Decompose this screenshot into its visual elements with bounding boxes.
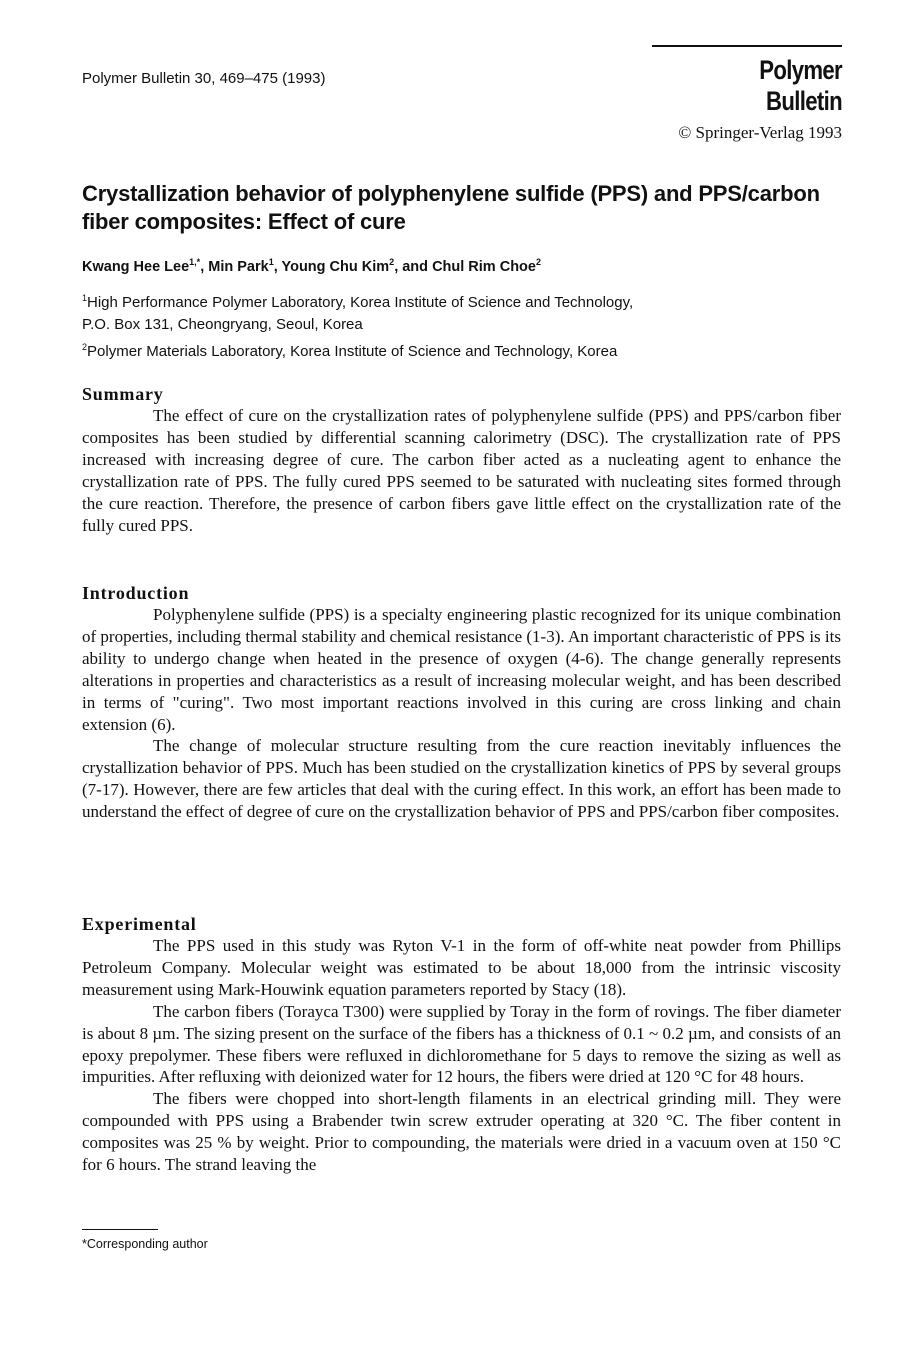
affiliation — [82, 287, 633, 314]
section-heading: Experimental — [82, 914, 197, 934]
article-title: Crystallization behavior of polyphenylene sulfide (PPS) and PPS/carbon fiber composites: Effect of cure — [82, 181, 820, 234]
publisher-copyright: © Springer-Verlag 1993 — [678, 123, 842, 142]
author-affiliation-mark: 2 — [389, 257, 395, 267]
affiliation-line: P.O. Box 131, Cheongryang, Seoul, Korea — [82, 316, 363, 333]
author-separator: , — [200, 258, 209, 275]
affiliation-line: Polymer Materials Laboratory, Korea Institute of Science and Technology, Korea — [87, 343, 618, 360]
author-name: Young Chu Kim — [281, 258, 390, 275]
journal-masthead — [652, 45, 842, 143]
author-name: Chul Rim Choe — [432, 258, 536, 275]
affiliation-mark: 1 — [82, 293, 88, 303]
affiliation-list — [82, 287, 633, 363]
paragraph: The PPS used in this study was Ryton V-1 in the form of off-white neat powder from Phillips Petroleum Company. Molecular weight was estimated to be about 18,000 from the intrinsic viscosity measurement using Mark-Houwink equation parameters reported by Stacy (18). — [82, 936, 841, 999]
paragraph: The change of molecular structure resulting from the cure reaction inevitably influences the crystallization behavior of PPS. Much has been studied on the crystallization kinetics of PPS by several groups (7-17). However, there are few articles that deal with the curing effect. In this work, an effort has been made to understand the effect of degree of cure on the crystallization behavior of PPS and PPS/carbon fiber composites. — [82, 736, 841, 822]
author-list — [82, 257, 541, 275]
affiliation-mark: 2 — [82, 342, 88, 352]
author-affiliation-mark: 2 — [535, 257, 541, 267]
paragraph: Polyphenylene sulfide (PPS) is a specialty engineering plastic recognized for its unique combination of properties, including thermal stability and chemical resistance (1-3). An important characteristic of PPS is its ability to undergo change when heated in the presence of oxygen (4-6). The change generally represents alterations in properties and characteristics as a result of increasing molecular weight, and has been described in terms of "curing". Two most important reactions involved in this curing are cross linking and chain extension (6). — [82, 605, 841, 734]
author-separator: , — [273, 258, 282, 275]
introduction-section — [82, 582, 841, 823]
author-affiliation-mark: 1,* — [189, 257, 201, 267]
paragraph: The fibers were chopped into short-length filaments in an electrical grinding mill. They were compounded with PPS using a Brabender twin screw extruder operating at 320 °C. The fiber content in composites was 25 % by weight. Prior to compounding, the materials were dried in a vacuum oven at 150 °C for 6 hours. The strand leaving the — [82, 1089, 841, 1175]
footnote-rule — [82, 1229, 158, 1230]
journal-name: Polymer Bulletin — [759, 55, 842, 116]
footnote: *Corresponding author — [82, 1237, 208, 1251]
masthead-rule — [652, 45, 842, 47]
experimental-section — [82, 913, 841, 1176]
author-affiliation-mark: 1 — [268, 257, 274, 267]
author-name: Min Park — [208, 258, 269, 275]
author-separator: , and — [394, 258, 433, 275]
affiliation — [82, 336, 633, 363]
paragraph: The carbon fibers (Torayca T300) were supplied by Toray in the form of rovings. The fiber diameter is about 8 µm. The sizing present on the surface of the fibers has a thickness of 0.1 ~ 0.2 µm, and consists of an epoxy prepolymer. These fibers were refluxed in dichloromethane for 5 days to remove the sizing as well as impurities. After refluxing with deionized water for 12 hours, the fibers were dried at 120 °C for 48 hours. — [82, 1001, 841, 1087]
section-heading: Summary — [82, 384, 164, 404]
author-name: Kwang Hee Lee — [82, 258, 190, 275]
paragraph: The effect of cure on the crystallization rates of polyphenylene sulfide (PPS) and PPS/carbon fiber composites has been studied by differential scanning calorimetry (DSC). The crystallization rate of PPS increased with increasing degree of cure. The carbon fiber acted as a nucleating agent to enhance the crystallization rate of PPS. The fully cured PPS seemed to be saturated with nucleating sites formed through the cure reaction. Therefore, the presence of carbon fibers gave little effect on the crystallization rate of the fully cured PPS. — [82, 406, 841, 535]
section-heading: Introduction — [82, 583, 190, 603]
summary-section — [82, 383, 841, 536]
journal-citation: Polymer Bulletin 30, 469–475 (1993) — [82, 70, 326, 87]
affiliation-line: High Performance Polymer Laboratory, Korea Institute of Science and Technology, — [87, 294, 634, 311]
